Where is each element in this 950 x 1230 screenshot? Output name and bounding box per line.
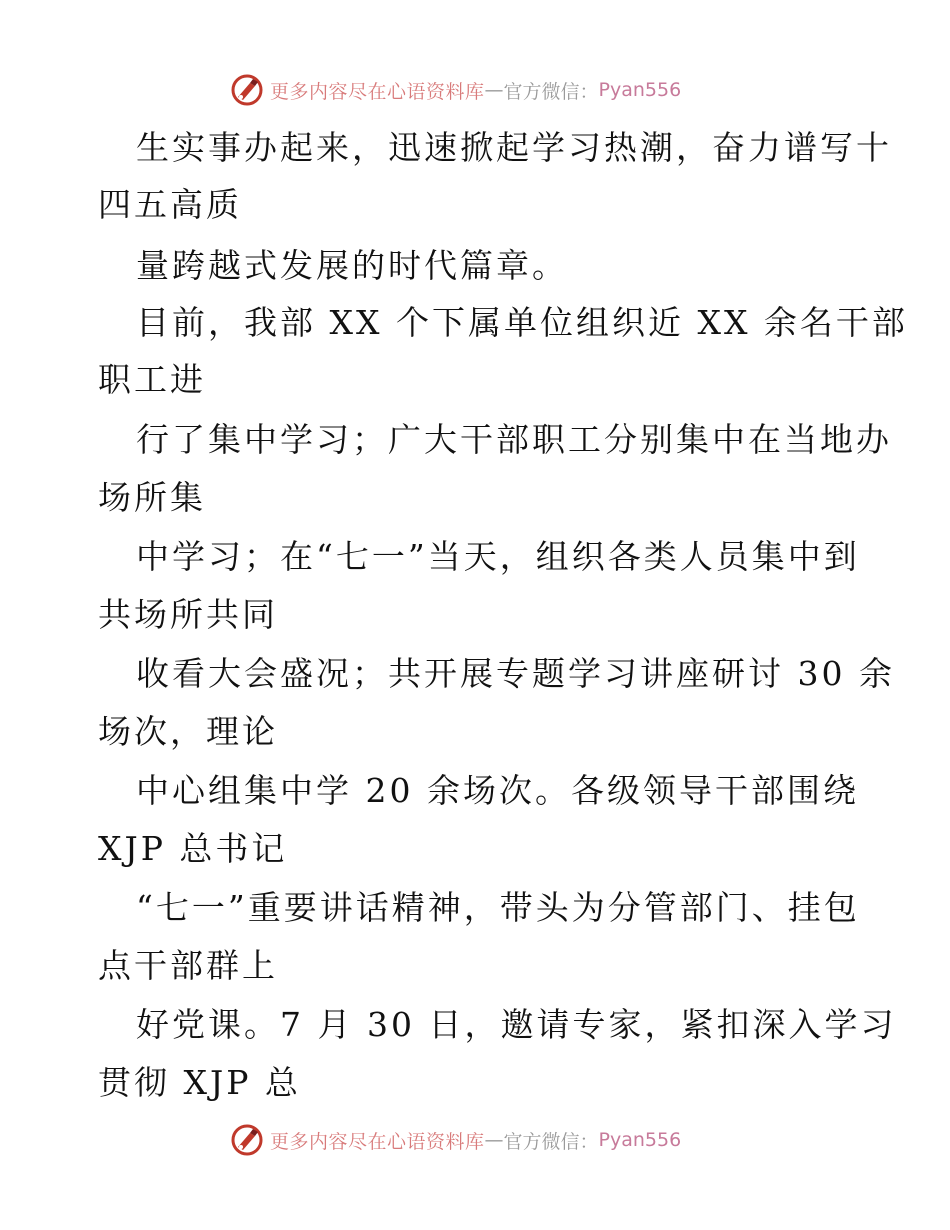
banner-wechat-label: 官方微信： bbox=[503, 80, 599, 103]
banner-separator: — bbox=[484, 79, 504, 101]
text-line: 点干部群上 bbox=[98, 946, 278, 985]
text-line: 职工进 bbox=[98, 360, 206, 399]
text-line: XJP 总书记 bbox=[98, 829, 288, 868]
text-line: 中心组集中学 20 余场次。各级领导干部围绕 bbox=[136, 771, 859, 810]
banner-wechat-id: Pyan556 bbox=[598, 1129, 682, 1151]
text-line: 生实事办起来，迅速掀起学习热潮，奋力谱写十 bbox=[136, 128, 892, 167]
banner-brand-text: 更多内容尽在心语资料库 bbox=[270, 80, 485, 103]
text-line: 中学习；在“七一”当天，组织各类人员集中到 bbox=[136, 537, 860, 576]
text-line: “七一”重要讲话精神，带头为分管部门、挂包 bbox=[136, 888, 860, 927]
text-line: 好党课。7 月 30 日，邀请专家，紧扣深入学习 bbox=[136, 1005, 897, 1044]
text-line: 行了集中学习；广大干部职工分别集中在当地办 bbox=[136, 420, 892, 459]
banner-wechat-id: Pyan556 bbox=[598, 79, 682, 101]
text-line: 共场所共同 bbox=[98, 595, 278, 634]
banner-brand-text: 更多内容尽在心语资料库 bbox=[270, 1130, 485, 1153]
text-line: 场次，理论 bbox=[98, 712, 278, 751]
text-line: 目前，我部 XX 个下属单位组织近 XX 余名干部 bbox=[136, 303, 908, 342]
text-line: 场所集 bbox=[98, 478, 206, 517]
banner-separator: — bbox=[484, 1129, 504, 1151]
banner-wechat-label: 官方微信： bbox=[503, 1130, 599, 1153]
footer-banner bbox=[230, 1123, 710, 1157]
text-line: 收看大会盛况；共开展专题学习讲座研讨 30 余 bbox=[136, 654, 895, 693]
header-banner bbox=[230, 73, 710, 107]
text-line: 四五高质 bbox=[98, 185, 242, 224]
pen-logo-icon bbox=[230, 1123, 264, 1157]
pen-logo-icon bbox=[230, 73, 264, 107]
text-line: 贯彻 XJP 总 bbox=[98, 1063, 301, 1102]
text-line: 量跨越式发展的时代篇章。 bbox=[136, 246, 568, 285]
